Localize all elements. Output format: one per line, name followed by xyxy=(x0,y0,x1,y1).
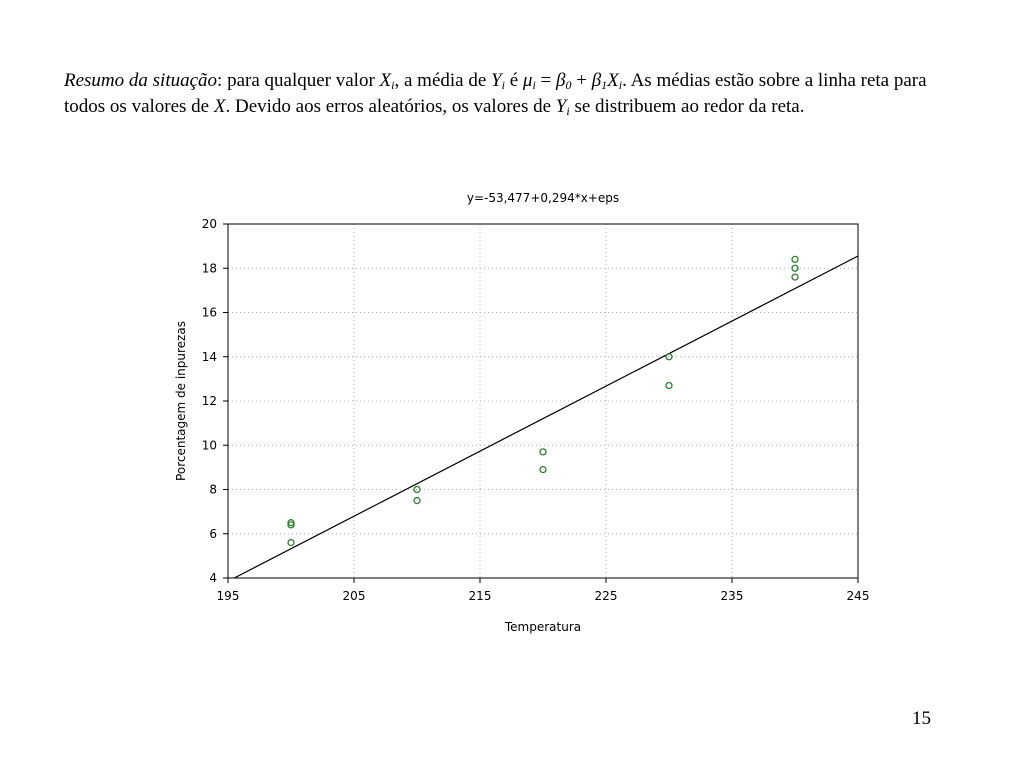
symbol-beta: β xyxy=(556,70,566,91)
subscript-i: i xyxy=(391,78,395,92)
symbol-y: Y xyxy=(491,70,502,91)
data-point xyxy=(666,383,672,389)
symbol-x: X xyxy=(213,96,226,117)
subscript-i: i xyxy=(618,78,623,92)
regression-line xyxy=(234,256,858,578)
x-tick-label: 215 xyxy=(468,589,492,603)
symbol-x: X xyxy=(379,70,392,91)
y-tick-label: 16 xyxy=(201,305,217,320)
y-tick-label: 18 xyxy=(201,261,217,276)
page-number: 15 xyxy=(912,708,931,729)
plus-sign: + xyxy=(571,70,592,91)
y-tick-label: 14 xyxy=(201,349,217,364)
symbol-mu: μ xyxy=(522,70,533,91)
x-tick-label: 195 xyxy=(216,589,240,603)
y-tick-label: 4 xyxy=(209,571,217,585)
summary-heading: Resumo da situação xyxy=(64,70,218,91)
data-point xyxy=(414,498,420,504)
subscript-one: 1 xyxy=(601,78,608,92)
chart-title: y=-53,477+0,294*x+eps xyxy=(466,191,620,205)
x-axis-label: Temperatura xyxy=(504,620,582,634)
summary-text-5: se distribuem ao redor da reta. xyxy=(569,96,805,117)
x-tick-label: 225 xyxy=(594,589,618,603)
y-tick-label: 8 xyxy=(209,482,217,497)
equals-sign: = xyxy=(535,70,557,91)
summary-text-2: a média de xyxy=(399,70,492,91)
y-axis-label: Porcentagem de inpurezas xyxy=(174,321,188,481)
subscript-i: i xyxy=(501,78,505,92)
summary-text-3: . As médias estão sobre a linha reta para todos os valores de xyxy=(64,70,927,117)
y-tick-label: 12 xyxy=(201,394,217,408)
x-tick-label: 205 xyxy=(342,589,366,603)
subscript-i: i xyxy=(566,104,570,118)
subscript-zero: 0 xyxy=(565,78,572,92)
summary-text-4: . Devido aos erros aleatórios, os valores de xyxy=(225,96,556,117)
x-tick-label: 235 xyxy=(720,589,744,603)
subscript-i: i xyxy=(532,78,536,92)
symbol-x: X xyxy=(607,70,619,91)
symbol-beta: β xyxy=(591,70,602,91)
data-point xyxy=(792,256,798,262)
data-point xyxy=(540,449,546,455)
y-tick-label: 10 xyxy=(201,438,217,453)
symbol-y: Y xyxy=(555,96,567,117)
summary-text-1: para qualquer valor xyxy=(222,70,380,91)
y-tick-label: 20 xyxy=(201,217,217,231)
data-point xyxy=(792,274,798,280)
data-point xyxy=(288,540,294,546)
data-point xyxy=(540,467,546,473)
summary-colon: : xyxy=(217,70,223,91)
summary-e: é xyxy=(504,70,523,91)
plot-frame xyxy=(228,224,858,578)
y-tick-label: 6 xyxy=(209,526,217,541)
x-tick-label: 245 xyxy=(846,589,870,603)
summary-comma: , xyxy=(394,70,400,91)
